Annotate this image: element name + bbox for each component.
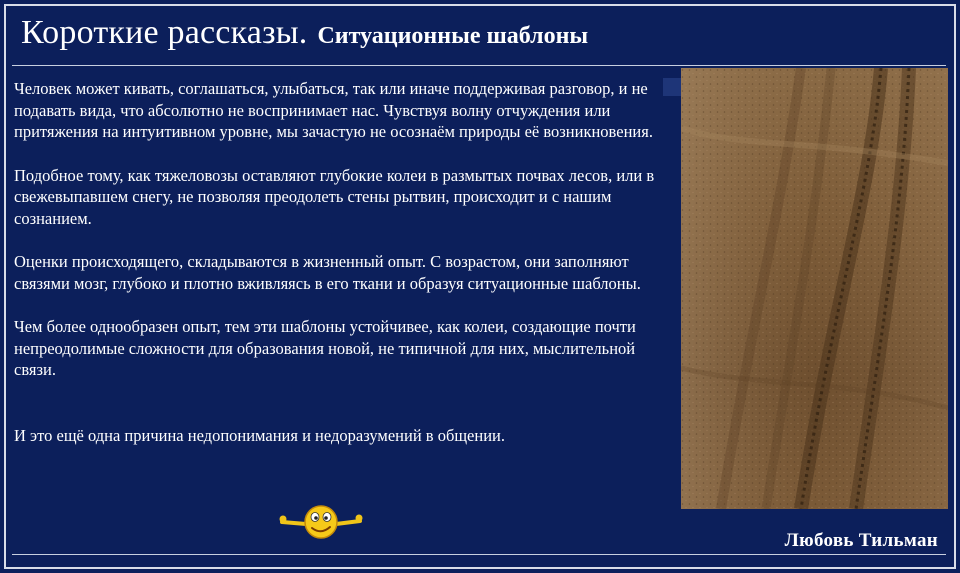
page-title: Короткие рассказы. [21,14,308,51]
story-paragraph: Подобное тому, как тяжеловозы оставляют глубокие колеи в размытых почвах лесов, или в свежевыпавшем снегу, не позволяя преодолеть стены рытвин, происходит и с нашим сознанием. [14,165,655,228]
author-signature: Любовь Тильман [784,530,938,551]
story-conclusion: И это ещё одна причина недопонимания и недоразумений в общении. [14,425,505,445]
story-text [14,78,679,468]
story-paragraph: Чем более однообразен опыт, тем эти шаблоны устойчивее, как колеи, создающие почти непреодолимые сложности для образования новой, не типичной для них, мыслительной связи. [14,317,636,379]
page-subtitle: Ситуационные шаблоны [317,23,589,49]
smiley-shrug-emoji-icon [278,504,364,540]
dirt-road-tire-tracks-icon [681,68,948,509]
dirt-road-photo [681,68,948,509]
page-header [21,14,588,52]
story-paragraph: Человек может кивать, соглашаться, улыбаться, так или иначе поддерживая разговор, и не подавать вида, что абсолютно не воспринимает нас. Чувствуя волну отчуждения или притяжения на интуитивном уровне, мы зачастую не осознаём природы её возникновения. [14,79,653,141]
header-divider [12,65,946,66]
footer-divider [12,554,946,555]
decorative-square [663,78,681,96]
story-paragraph: Оценки происходящего, складываются в жизненный опыт. С возрастом, они заполняют связями мозг, глубоко и плотно вживляясь в его ткани и образуя ситуационные шаблоны. [14,252,641,293]
